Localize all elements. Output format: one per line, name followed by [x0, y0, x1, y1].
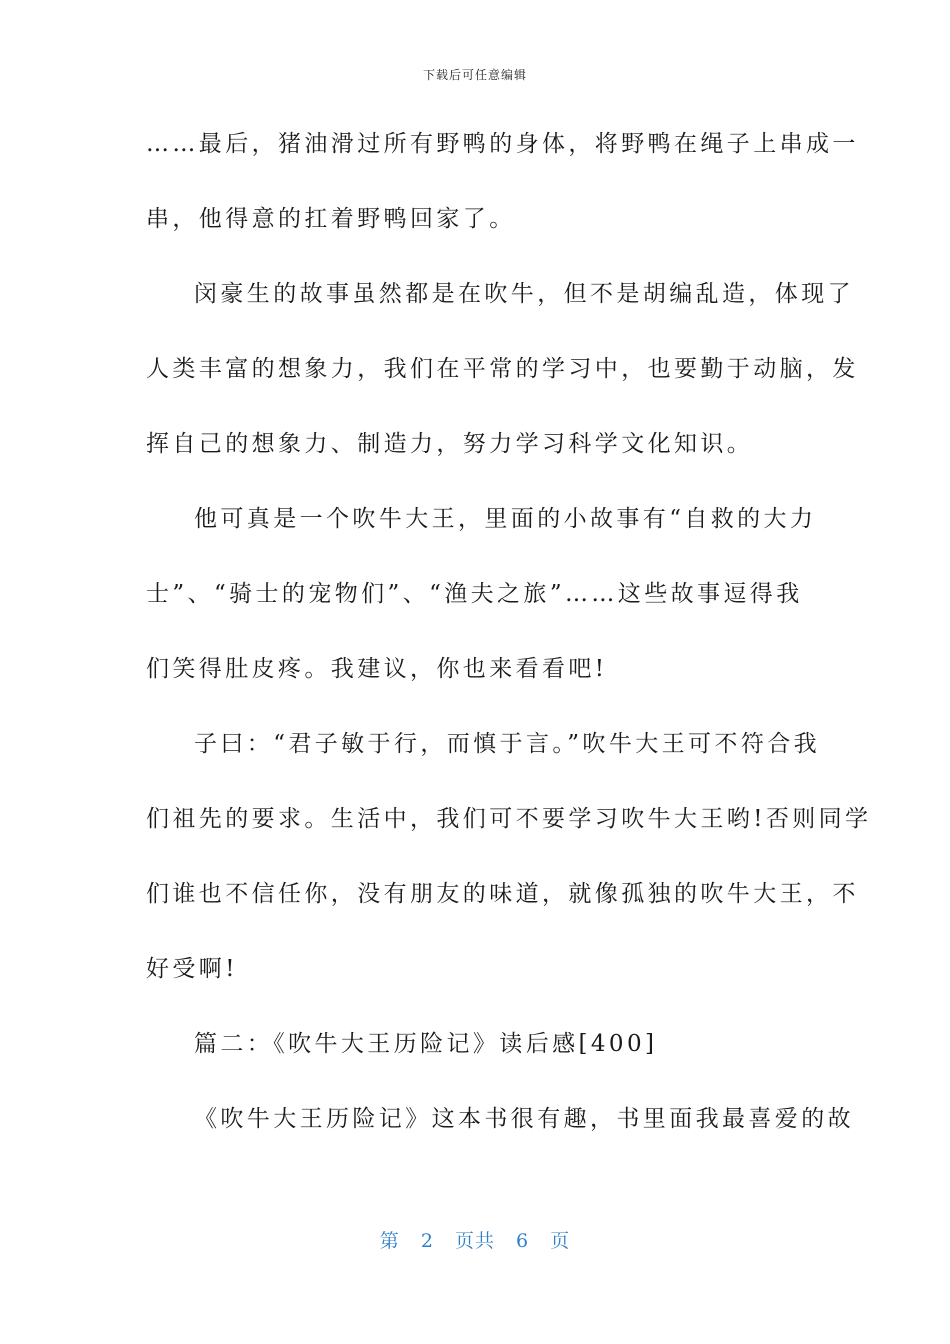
page-mid: 页共 — [454, 1230, 495, 1252]
text-line: 串，他得意的扛着野鸭回家了。 — [146, 206, 516, 232]
paragraph-start-line: 《吹牛大王历险记》这本书很有趣，书里面我最喜爱的故 — [194, 1106, 854, 1132]
text-line: 士”、“骑士的宠物们”、“渔夫之旅”……这些故事逗得我 — [146, 581, 803, 607]
paragraph-start-line: 闵豪生的故事虽然都是在吹牛，但不是胡编乱造，体现了 — [194, 281, 854, 307]
page-footer — [0, 1226, 950, 1253]
text-line: 们祖先的要求。生活中，我们可不要学习吹牛大王哟!否则同学 — [146, 806, 872, 832]
document-body — [146, 120, 872, 1170]
section-heading: 篇二：《吹牛大王历险记》读后感[400] — [194, 1031, 658, 1057]
paragraph-start-line: 他可真是一个吹牛大王，里面的小故事有“自救的大力 — [194, 506, 817, 532]
text-line: 们笑得肚皮疼。我建议，你也来看看吧! — [146, 656, 608, 682]
page-prefix: 第 — [379, 1230, 400, 1252]
page-header: 下载后可任意编辑 — [422, 68, 527, 82]
paragraph-start-line: 子曰：“君子敏于行，而慎于言。”吹牛大王可不符合我 — [194, 731, 821, 757]
text-line: ……最后，猪油滑过所有野鸭的身体，将野鸭在绳子上串成一 — [146, 131, 859, 157]
text-line: 挥自己的想象力、制造力，努力学习科学文化知识。 — [146, 431, 754, 457]
text-line: 人类丰富的想象力，我们在平常的学习中，也要勤于动脑，发 — [146, 356, 859, 382]
text-line: 好受啊! — [146, 956, 238, 982]
total-pages-number: 6 — [516, 1230, 530, 1252]
current-page-number: 2 — [420, 1230, 434, 1252]
text-line: 们谁也不信任你，没有朋友的味道，就像孤独的吹牛大王，不 — [146, 881, 859, 907]
page-suffix: 页 — [550, 1230, 571, 1252]
